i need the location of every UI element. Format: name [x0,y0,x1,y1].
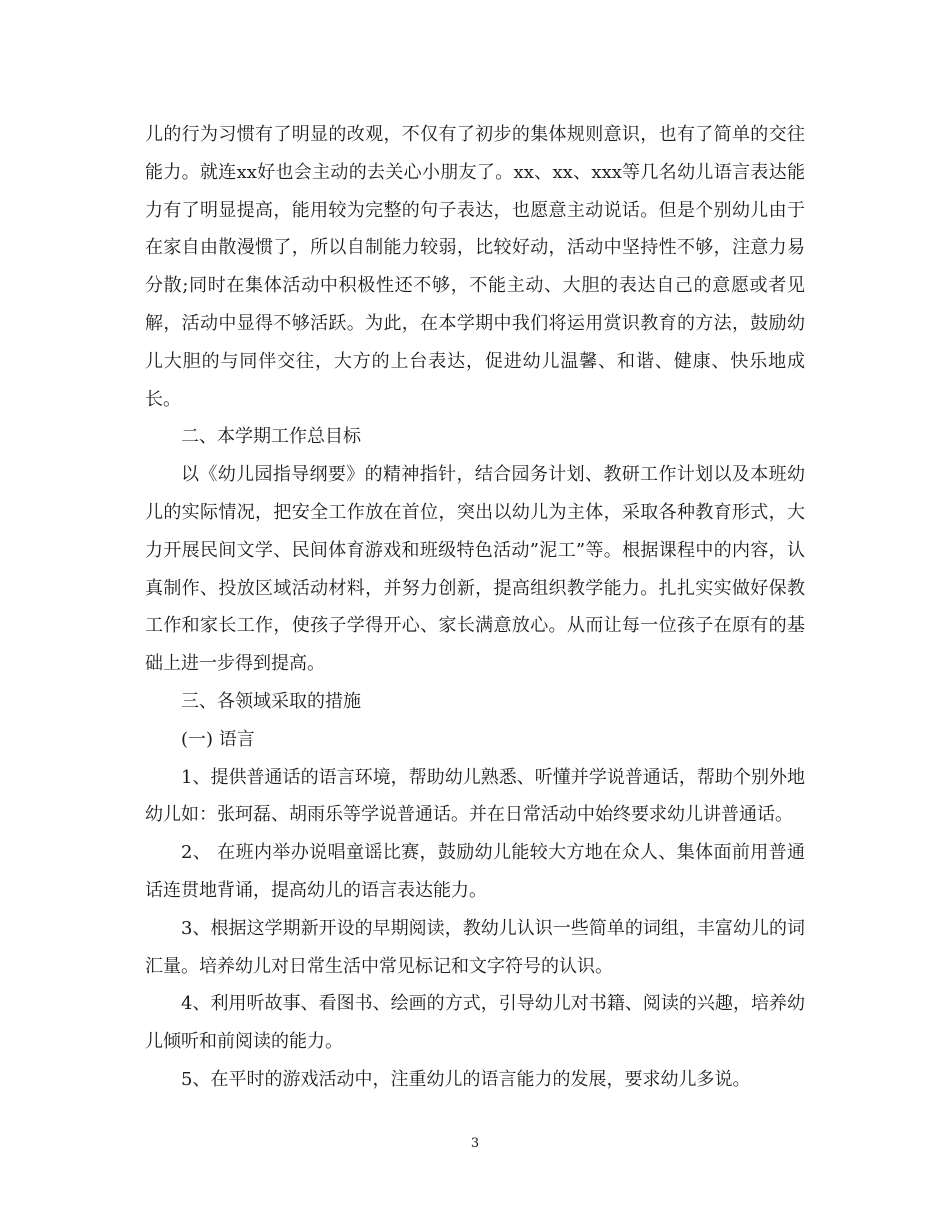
section-heading-3: 三、各领域采取的措施 [181,690,361,712]
list-item-1: 1、提供普通话的语言环境，帮助幼儿熟悉、听懂并学说普通话，帮助个别外地幼儿如：张珂磊、胡雨乐等学说普通话。并在日常活动中始终要求幼儿讲普通话。 [145,766,805,826]
list-item-2: 2、 在班内举办说唱童谣比赛，鼓励幼儿能较大方地在众人、集体面前用普通话连贯地背诵，提高幼儿的语言表达能力。 [145,842,805,901]
list-item-4: 4、利用听故事、看图书、绘画的方式，引导幼儿对书籍、阅读的兴趣，培养幼儿倾听和前阅读的能力。 [145,993,805,1053]
document-body [145,116,805,1099]
section-heading-2: 二、本学期工作总目标 [181,426,361,448]
list-item-3: 3、根据这学期新开设的早期阅读，教幼儿认识一些简单的词组，丰富幼儿的词汇量。培养幼儿对日常生活中常见标记和文字符号的认识。 [145,917,805,977]
subsection-heading-language: (一) 语言 [181,728,255,750]
paragraph-3: 以《幼儿园指导纲要》的精神指针，结合园务计划、教研工作计划以及本班幼儿的实际情况，把安全工作放在首位，突出以幼儿为主体，采取各种教育形式，大力开展民间文学、民间体育游戏和班级特色活动”泥工”等。根据课程中的内容，认真制作、投放区域活动材料，并努力创新，提高组织教学能力。扎扎实实做好保教工作和家长工作，使孩子学得开心、家长满意放心。从而让每一位孩子在原有的基础上进一步得到提高。 [145,464,805,675]
list-item-5: 5、在平时的游戏活动中，注重幼儿的语言能力的发展，要求幼儿多说。 [181,1068,751,1090]
page-number: 3 [470,1136,480,1151]
paragraph-1: 儿的行为习惯有了明显的改观，不仅有了初步的集体规则意识，也有了简单的交往能力。就连xx好也会主动的去关心小朋友了。xx、xx、xxx等几名幼儿语言表达能力有了明显提高，能用较为完整的句子表达，也愿意主动说话。但是个别幼儿由于在家自由散漫惯了，所以自制能力较弱，比较好动，活动中坚持性不够，注意力易分散;同时在集体活动中积极性还不够，不能主动、大胆的表达自己的意愿或者见解，活动中显得不够活跃。为此，在本学期中我们将运用赏识教育的方法，鼓励幼儿大胆的与同伴交往，大方的上台表达，促进幼儿温馨、和谐、健康、快乐地成长。 [145,124,805,410]
